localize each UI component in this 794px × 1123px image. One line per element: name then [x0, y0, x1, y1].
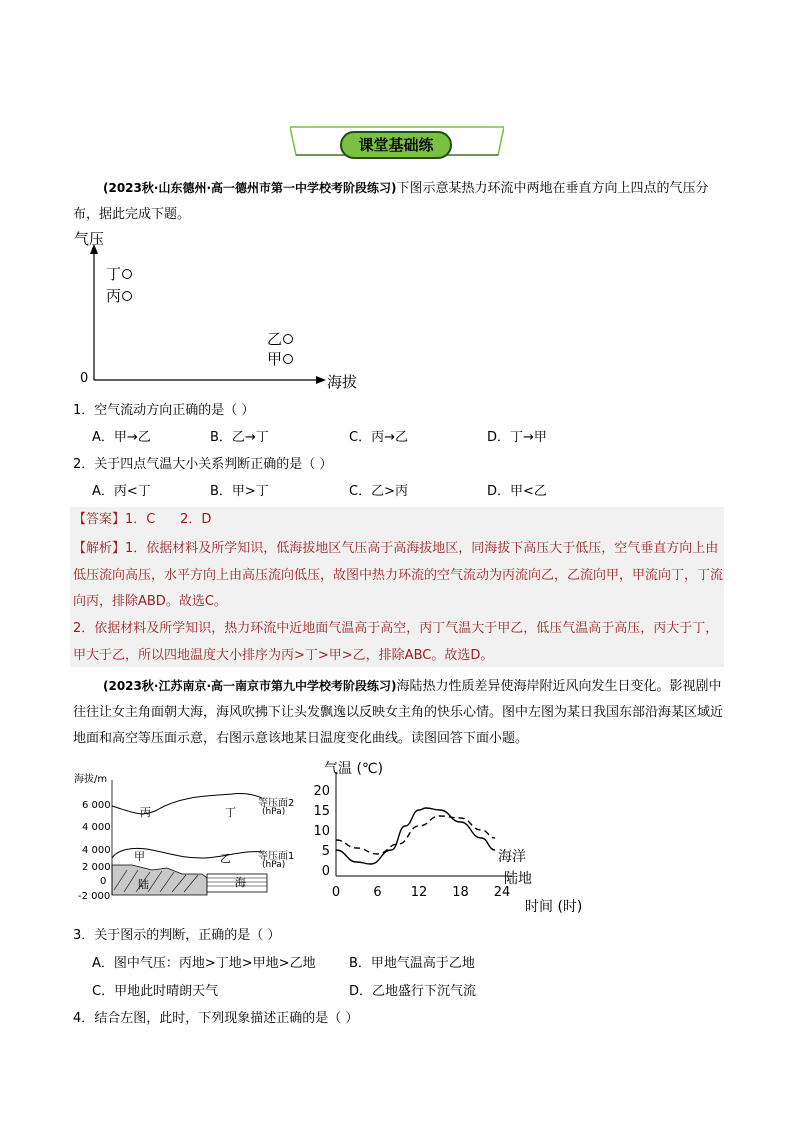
chart-y-tick-label: 0	[321, 864, 330, 879]
surface1-unit: (hPa)	[262, 860, 286, 870]
question-2-stem: 2．关于四点气温大小关系判断正确的是（ ）	[73, 457, 333, 472]
chart-x-label: 时间 (时)	[525, 899, 583, 915]
chart-x-tick-label: 6	[373, 885, 382, 900]
label-yi: 乙	[220, 852, 231, 865]
q3-option-b[interactable]: B．甲地气温高于乙地	[349, 956, 475, 971]
figure-temperature-chart	[312, 756, 602, 916]
chart-y-tick-label: 20	[313, 784, 330, 799]
isobar-diagram	[72, 770, 302, 910]
label-jia: 甲	[134, 850, 145, 863]
point-ding-label: 丁	[106, 265, 122, 283]
chart-y-tick-label: 15	[313, 804, 330, 819]
section-banner	[290, 126, 504, 156]
section-title: 课堂基础练	[340, 131, 452, 159]
chart-x-tick-label: 18	[452, 885, 469, 900]
legend-land: 陆地	[504, 871, 532, 887]
answer-line	[73, 511, 211, 529]
q1-option-c[interactable]: C．丙→乙	[349, 430, 408, 445]
question-1-stem: 1．空气流动方向正确的是（ ）	[73, 403, 255, 418]
intro2-text: 海陆热力性质差异使海岸附近风向发生日变化。影视剧中往往让女主角面朝大海，海风吹拂下让头发飘逸以反映女主角的快乐心情。图中左图为某日我国东部沿海某区域近地面和高空等压面示意，右图示意该地某日温度变化曲线。读图回答下面小题。	[73, 679, 724, 746]
temperature-chart-svg	[312, 756, 602, 916]
fig2-tick-4000b: 4 000	[82, 845, 111, 856]
question-4-stem: 4．结合左图，此时，下列现象描述正确的是（ ）	[73, 1011, 359, 1026]
chart-x-tick-label: 12	[410, 885, 428, 900]
label-bing: 丙	[140, 806, 151, 819]
analysis-label: 【解析】	[73, 541, 126, 556]
circle-icon	[122, 269, 132, 279]
label-land: 陆	[138, 878, 149, 891]
series-line-land	[336, 808, 495, 864]
q2-option-a[interactable]: A．丙<丁	[92, 484, 151, 499]
point-yi-label: 乙	[267, 330, 283, 348]
intro1-source: (2023秋·山东德州·高一德州市第一中学校考阶段练习)	[103, 181, 397, 195]
analysis-paragraph-2	[73, 616, 723, 669]
circle-icon	[283, 334, 293, 344]
analysis-line1: 1．依据材料及所学知识，低海拔地区气压高于高海拔地区，同海拔下高压大于低压，空气垂直方向上由低压流向高压，水平方向上由高压流向低压，故图中热力环流的空气流动为丙流向乙，乙流向甲，甲流向丁，丁流向丙，排除ABD。故选C。	[73, 541, 724, 609]
label-sea: 海	[235, 876, 246, 889]
circle-icon	[122, 291, 132, 301]
answer-text: 1．C 2．D	[125, 512, 212, 527]
fig1-x-label: 海拔	[327, 373, 358, 391]
analysis-paragraph-1	[73, 536, 723, 616]
fig2-y-label: 海拔/m	[74, 774, 108, 785]
q3-option-d[interactable]: D．乙地盛行下沉气流	[349, 984, 477, 999]
intro1-text: 下图示意某热力环流中两地在垂直方向上四点的气压分布，据此完成下题。	[73, 181, 709, 222]
q2-option-b[interactable]: B．甲>丁	[210, 484, 269, 499]
q1-option-d[interactable]: D．丁→甲	[487, 430, 547, 445]
fig2-tick-6000: 6 000	[82, 800, 111, 811]
point-jia-label: 甲	[267, 350, 283, 368]
fig2-tick-2000: 2 000	[82, 862, 111, 873]
figure1-axes	[70, 228, 370, 393]
q2-option-c[interactable]: C．乙>丙	[349, 484, 408, 499]
surface1-label: 等压面1	[258, 851, 295, 862]
q3-option-a[interactable]: A．图中气压：丙地>丁地>甲地>乙地	[92, 956, 316, 971]
point-yi	[267, 328, 293, 349]
chart-y-tick-label: 10	[313, 824, 330, 839]
intro-paragraph-1	[73, 175, 723, 228]
series-line-ocean	[336, 816, 495, 854]
question-3-stem: 3．关于图示的判断，正确的是（ ）	[73, 928, 281, 943]
answer-label: 【答案】	[73, 512, 126, 527]
q2-option-d[interactable]: D．甲<乙	[487, 484, 547, 499]
surface2-unit: (hPa)	[262, 807, 286, 817]
figure-pressure-points	[70, 228, 370, 393]
figure-isobaric-surfaces	[72, 770, 302, 910]
fig2-tick-0: 0	[100, 876, 107, 887]
intro-paragraph-2	[73, 673, 723, 752]
fig2-tick-neg2000: -2 000	[78, 891, 111, 902]
chart-y-label: 气温 (℃)	[324, 761, 384, 777]
chart-x-tick-label: 0	[331, 885, 341, 900]
point-bing-label: 丙	[106, 287, 122, 305]
fig2-tick-4000a: 4 000	[82, 822, 111, 833]
chart-y-tick-label: 5	[321, 844, 330, 859]
point-jia	[267, 348, 293, 369]
fig1-origin: 0	[80, 371, 89, 386]
q1-option-a[interactable]: A．甲→乙	[92, 430, 151, 445]
analysis-line2: 2．依据材料及所学知识，热力环流中近地面气温高于高空，丙丁气温大于甲乙，低压气温高于高压，丙大于丁，甲大于乙，所以四地温度大小排序为丙>丁>甲>乙，排除ABC。故选D。	[73, 621, 719, 663]
point-bing	[106, 285, 132, 306]
legend-ocean: 海洋	[498, 849, 526, 865]
label-ding: 丁	[225, 806, 236, 819]
chart-x-tick-label: 24	[493, 885, 511, 900]
point-ding	[106, 263, 132, 284]
intro2-source: (2023秋·江苏南京·高一南京市第九中学校考阶段练习)	[103, 679, 397, 693]
circle-icon	[283, 354, 293, 364]
surface2-label: 等压面2	[258, 798, 295, 809]
answer-block	[70, 507, 724, 667]
q3-option-c[interactable]: C．甲地此时晴朗天气	[92, 984, 219, 999]
q1-option-b[interactable]: B．乙→丁	[210, 430, 269, 445]
fig1-y-label: 气压	[74, 230, 105, 248]
